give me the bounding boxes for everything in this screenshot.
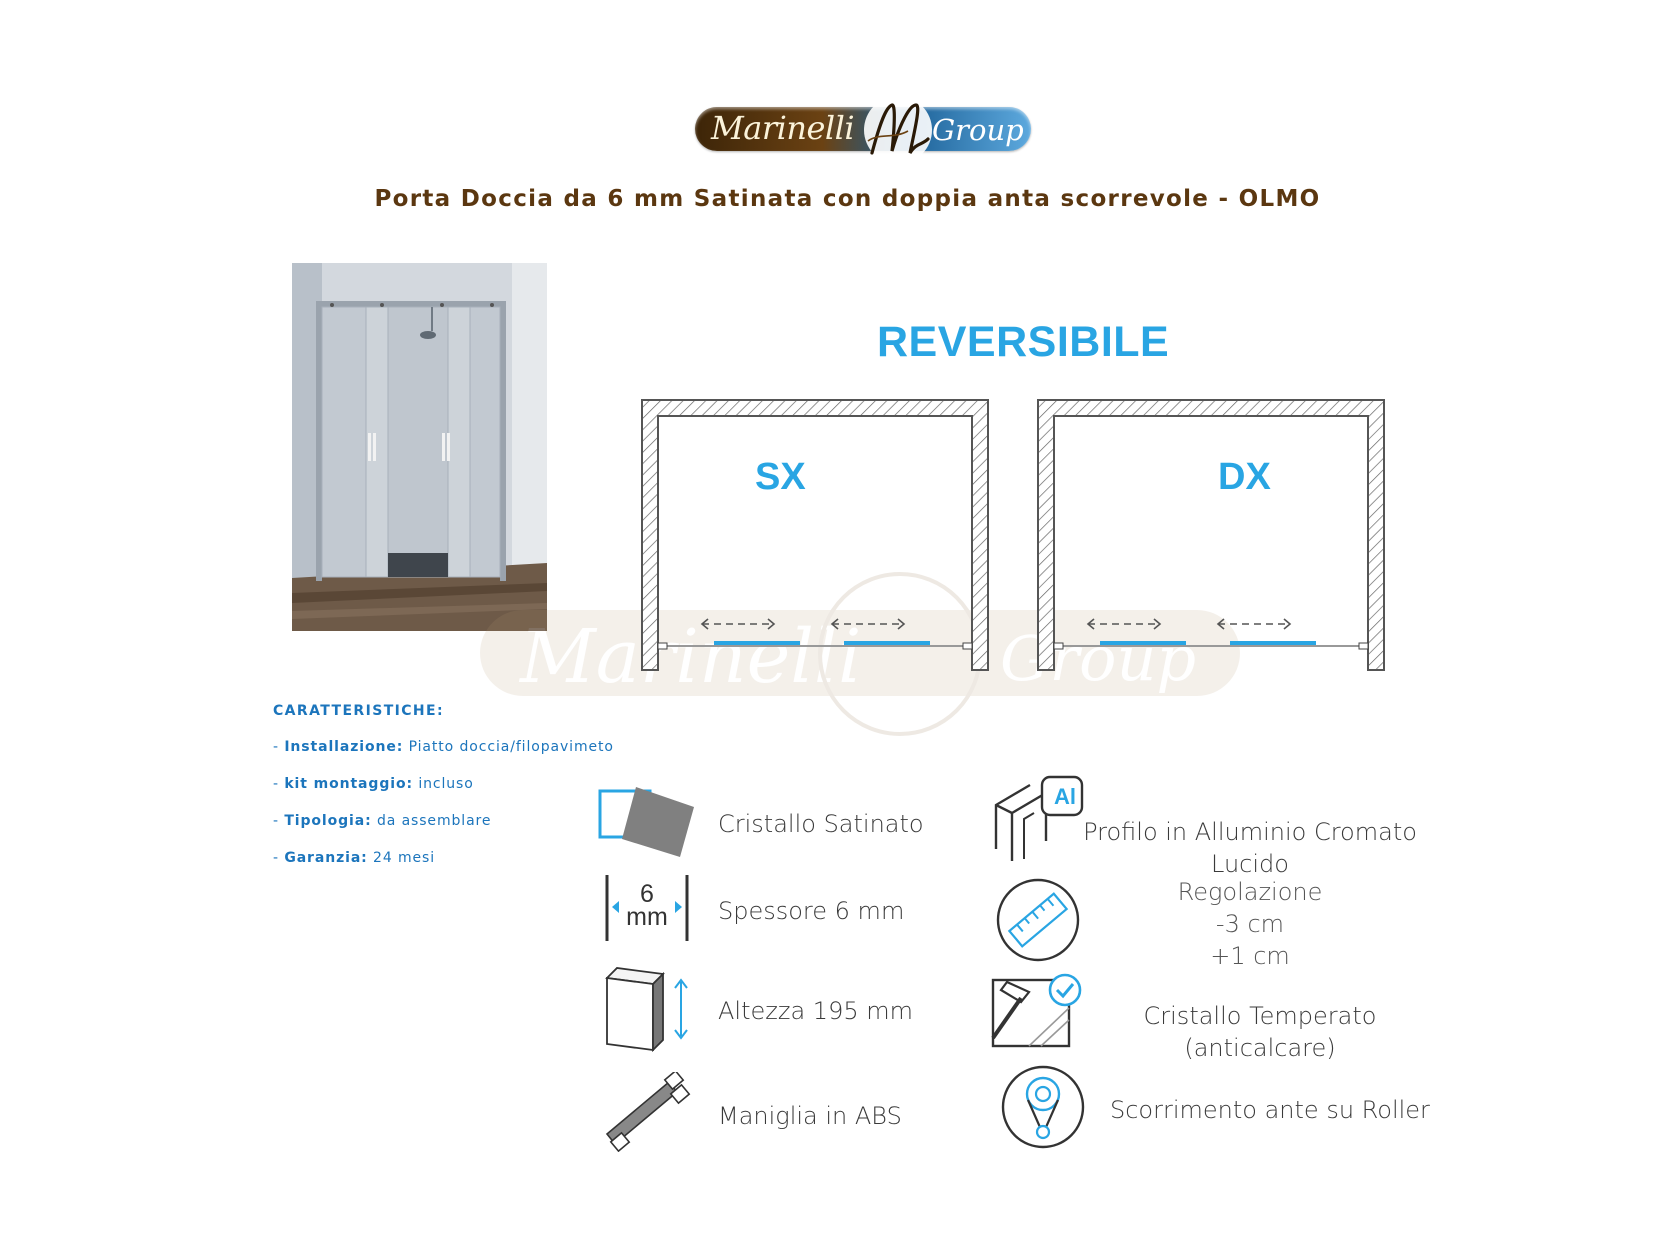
feature-item-installazione: - Installazione: Piatto doccia/filopavimeto xyxy=(273,739,614,755)
glass-pane-icon xyxy=(598,785,698,857)
tempered-glass-icon xyxy=(985,968,1085,1052)
feature-handle-text: Maniglia in ABS xyxy=(718,1102,902,1130)
logo-monogram-icon xyxy=(858,93,938,167)
feature-item-tipologia: - Tipologia: da assemblare xyxy=(273,813,492,829)
plan-label-sx: SX xyxy=(755,456,806,498)
thickness-icon-label: 6 mm xyxy=(626,880,668,931)
feature-adjust-text: Regolazione -3 cm +1 cm xyxy=(1177,878,1323,970)
brand-logo xyxy=(695,93,1035,167)
feature-item-garanzia: - Garanzia: 24 mesi xyxy=(273,850,436,866)
shower-door-photo xyxy=(292,263,547,631)
plan-dx xyxy=(1038,400,1384,670)
height-icon xyxy=(603,966,693,1054)
aluminium-symbol: Al xyxy=(1054,784,1076,809)
logo-text-group: Group xyxy=(932,113,1024,147)
logo-text-marinelli: Marinelli xyxy=(711,109,855,147)
reversible-heading: REVERSIBILE xyxy=(877,318,1170,366)
feature-item-kit: - kit montaggio: incluso xyxy=(273,776,474,792)
feature-glass-text: Cristallo Satinato xyxy=(718,810,924,838)
feature-tempered-text: Cristallo Temperato (anticalcare) xyxy=(1143,1002,1377,1062)
plan-sx xyxy=(642,400,988,670)
roller-icon xyxy=(1000,1064,1086,1150)
handle-icon xyxy=(603,1072,691,1152)
svg-text:Group: Group xyxy=(1000,622,1197,695)
feature-roller-text: Scorrimento ante su Roller xyxy=(1110,1096,1430,1124)
reversible-plan-diagram xyxy=(640,398,1400,678)
plan-label-dx: DX xyxy=(1218,456,1271,498)
feature-thickness-text: Spessore 6 mm xyxy=(718,897,905,925)
ruler-adjust-icon xyxy=(995,877,1081,963)
feature-height-text: Altezza 195 mm xyxy=(718,997,913,1025)
feature-profile-text: Profilo in Alluminio Cromato Lucido xyxy=(1083,818,1417,878)
svg-text:Marinelli: Marinelli xyxy=(520,614,862,700)
features-heading: CARATTERISTICHE: xyxy=(273,703,445,719)
product-title: Porta Doccia da 6 mm Satinata con doppia anta scorrevole - OLMO xyxy=(374,186,1321,212)
